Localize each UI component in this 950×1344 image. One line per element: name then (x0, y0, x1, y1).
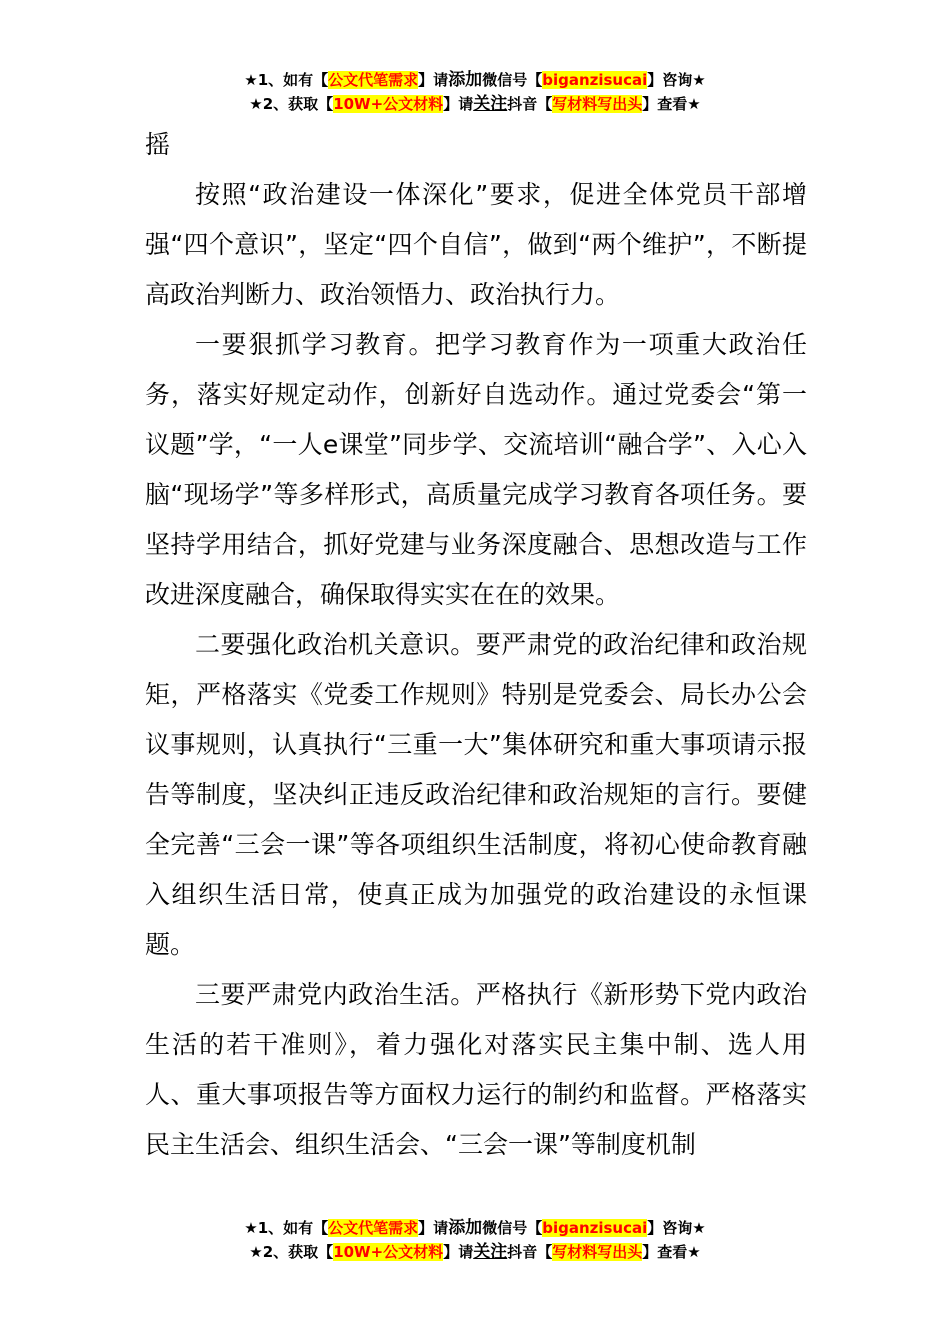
banner-text: 】请 (443, 95, 474, 113)
footer-banner (0, 1216, 950, 1264)
paragraph-party-life: 三要严肃党内政治生活。严格执行《新形势下党内政治生活的若干准则》，着力强化对落实民主集中制、选人用人、重大事项报告等方面权力运行的制约和监督。严格落实民主生活会、组织生活会、“三会一课”等制度机制 (145, 980, 807, 1159)
banner-text: 抖音【 (507, 1243, 553, 1261)
banner-emphasis: 关注 (473, 1242, 508, 1262)
banner-emphasis: 添加 (448, 1218, 483, 1238)
banner-line-1 (0, 68, 950, 92)
document-body (145, 120, 807, 1170)
header-banner (0, 68, 950, 116)
banner-line-2 (0, 92, 950, 116)
banner-text: 微信号【 (482, 71, 543, 89)
banner-text: 】请 (418, 71, 449, 89)
banner-text: 】请 (443, 1243, 474, 1261)
banner-highlight: 写材料写出头 (552, 1243, 643, 1261)
banner-emphasis: 关注 (473, 94, 508, 114)
banner-line-2 (0, 1240, 950, 1264)
banner-text: 抖音【 (507, 95, 553, 113)
banner-highlight: 公文代笔需求 (328, 1219, 419, 1237)
paragraph-study-education: 一要狠抓学习教育。把学习教育作为一项重大政治任务，落实好规定动作，创新好自选动作。通过党委会“第一议题”学，“一人e课堂”同步学、交流培训“融合学”、入心入脑“现场学”等多样形式，高质量完成学习教育各项任务。要坚持学用结合，抓好党建与业务深度融合、思想改造与工作改进深度融合，确保取得实实在在的效果。 (145, 330, 807, 609)
banner-highlight: 10W+公文材料 (333, 95, 444, 113)
banner-text: 】查看★ (642, 1243, 701, 1261)
banner-text: 微信号【 (482, 1219, 543, 1237)
paragraph-continuation: 摇 (145, 130, 171, 159)
banner-highlight: 公文代笔需求 (328, 71, 419, 89)
banner-text: ★1、如有【 (244, 1219, 329, 1237)
banner-text: 】请 (418, 1219, 449, 1237)
banner-text: 】咨询★ (647, 71, 706, 89)
banner-highlight: biganzisucai (542, 71, 648, 89)
banner-highlight: 写材料写出头 (552, 95, 643, 113)
banner-highlight: biganzisucai (542, 1219, 648, 1237)
paragraph-intro: 按照“政治建设一体深化”要求，促进全体党员干部增强“四个意识”，坚定“四个自信”，做到“两个维护”，不断提高政治判断力、政治领悟力、政治执行力。 (145, 180, 807, 309)
banner-text: 】查看★ (642, 95, 701, 113)
banner-emphasis: 添加 (448, 70, 483, 90)
paragraph-political-organ: 二要强化政治机关意识。要严肃党的政治纪律和政治规矩，严格落实《党委工作规则》特别是党委会、局长办公会议事规则，认真执行“三重一大”集体研究和重大事项请示报告等制度，坚决纠正违反政治纪律和政治规矩的言行。要健全完善“三会一课”等各项组织生活制度，将初心使命教育融入组织生活日常，使真正成为加强党的政治建设的永恒课题。 (145, 630, 807, 959)
banner-line-1 (0, 1216, 950, 1240)
banner-text: ★2、获取【 (249, 95, 334, 113)
banner-text: 】咨询★ (647, 1219, 706, 1237)
banner-text: ★1、如有【 (244, 71, 329, 89)
banner-highlight: 10W+公文材料 (333, 1243, 444, 1261)
banner-text: ★2、获取【 (249, 1243, 334, 1261)
